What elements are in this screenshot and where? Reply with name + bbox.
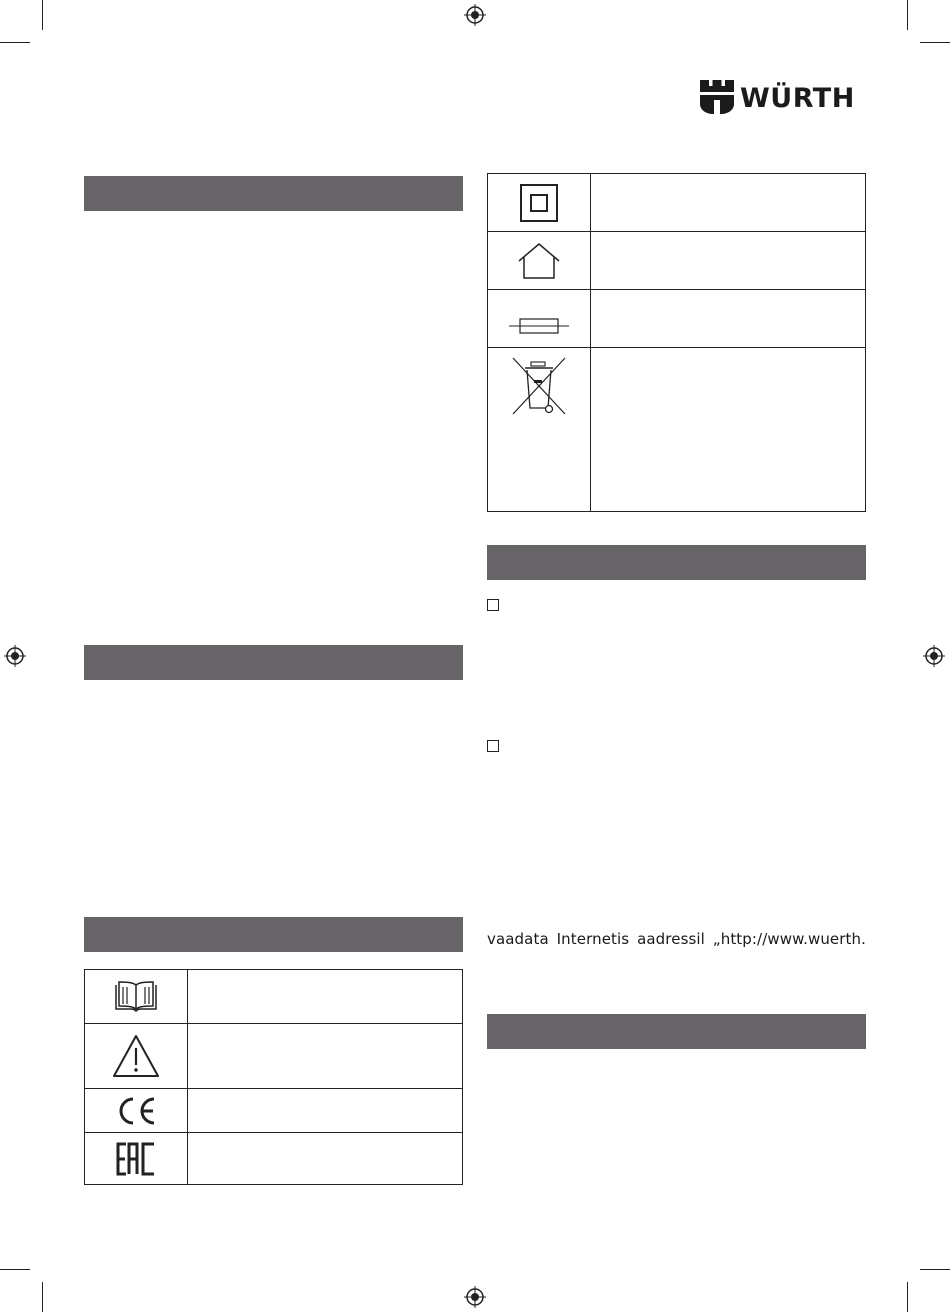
eac-mark-icon (116, 1142, 156, 1176)
crop-mark-top-right-h (920, 42, 950, 43)
weee-crossed-bin-icon (509, 354, 569, 418)
protection-class-ii-icon (519, 183, 559, 223)
registration-mark-right-icon (923, 645, 945, 667)
symbol-description (188, 1024, 463, 1089)
crop-mark-top-right-v (907, 0, 908, 30)
symbol-row (85, 1089, 463, 1133)
symbol-description (188, 1133, 463, 1185)
crop-mark-top-left-h (0, 42, 30, 43)
registration-mark-left-icon (4, 645, 26, 667)
section-bar-left-3 (84, 917, 463, 952)
registration-mark-top-icon (464, 4, 486, 26)
crop-mark-bottom-right-v (907, 1282, 908, 1312)
crop-mark-bottom-left-h (0, 1269, 30, 1270)
warning-triangle-icon (111, 1033, 161, 1079)
symbol-description (188, 970, 463, 1024)
symbol-row (488, 232, 866, 290)
crop-mark-top-left-v (42, 0, 43, 30)
crop-mark-bottom-right-h (920, 1269, 950, 1270)
symbol-description (591, 174, 866, 232)
symbol-row (488, 290, 866, 348)
symbol-description (591, 348, 866, 512)
symbol-description (591, 232, 866, 290)
registration-mark-bottom-icon (464, 1286, 486, 1308)
symbol-description (591, 290, 866, 348)
section-bar-left-2 (84, 645, 463, 680)
section-bar-left-1 (84, 176, 463, 211)
symbol-row (85, 1024, 463, 1089)
symbol-row (85, 970, 463, 1024)
fuse-icon (508, 311, 570, 341)
symbol-row (488, 174, 866, 232)
section-bar-right-1 (487, 545, 866, 580)
brand-logo (700, 80, 868, 118)
symbol-row (85, 1133, 463, 1185)
brand-wordmark: WÜRTH (740, 83, 855, 114)
crop-mark-bottom-left-v (42, 1282, 43, 1312)
section-bar-right-2 (487, 1014, 866, 1049)
reference-url-text: vaadata Internetis aadressil „http://www.wuerth. (487, 930, 866, 948)
manual-book-icon (113, 979, 159, 1015)
symbol-table-left (84, 969, 463, 1185)
declaration-checkbox-2[interactable] (487, 740, 499, 752)
declaration-checkbox-1[interactable] (487, 599, 499, 611)
symbol-table-right (487, 173, 866, 512)
symbol-description (188, 1089, 463, 1133)
ce-mark-icon (114, 1096, 158, 1126)
wurth-emblem-icon (700, 80, 734, 116)
indoor-use-house-icon (516, 241, 562, 281)
symbol-row (488, 348, 866, 512)
